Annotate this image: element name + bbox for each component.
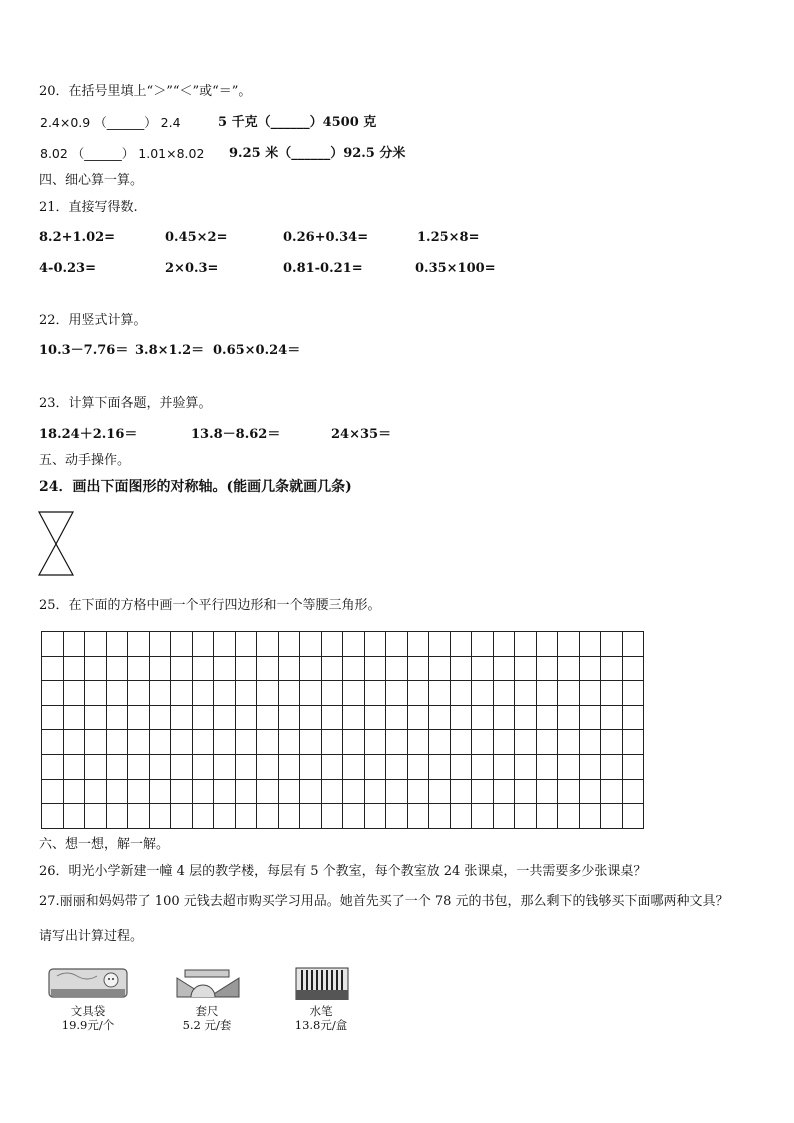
grid-cell[interactable] [386, 705, 408, 730]
grid-cell[interactable] [85, 705, 107, 730]
grid-cell[interactable] [214, 804, 236, 829]
grid-cell[interactable] [493, 632, 515, 657]
q25-title: 25．在下面的方格中画一个平行四边形和一个等腰三角形。 [39, 598, 381, 613]
grid-cell[interactable] [450, 632, 472, 657]
grid-cell[interactable] [106, 779, 128, 804]
grid-cell[interactable] [214, 681, 236, 706]
product-pencil-case [40, 966, 136, 1032]
grid-cell[interactable] [85, 730, 107, 755]
grid-cell[interactable] [515, 804, 537, 829]
grid-cell[interactable] [386, 730, 408, 755]
grid-cell[interactable] [493, 779, 515, 804]
grid-cell[interactable] [321, 754, 343, 779]
grid-cell[interactable] [364, 632, 386, 657]
grid-cell[interactable] [579, 705, 601, 730]
grid-cell[interactable] [257, 730, 279, 755]
grid-cell[interactable] [321, 705, 343, 730]
grid-cell[interactable] [343, 656, 365, 681]
grid-cell[interactable] [407, 779, 429, 804]
grid-cell[interactable] [515, 681, 537, 706]
grid-cell[interactable] [42, 754, 64, 779]
pens-icon [288, 966, 354, 1000]
grid-cell[interactable] [321, 804, 343, 829]
q24-title: 24．画出下面图形的对称轴。(能画几条就画几条) [39, 479, 352, 495]
grid-cell[interactable] [42, 705, 64, 730]
grid-cell[interactable] [300, 656, 322, 681]
grid-cell[interactable] [149, 730, 171, 755]
grid-cell[interactable] [128, 804, 150, 829]
q23-item: 13.8－8.62＝ [191, 427, 281, 442]
grid-cell[interactable] [536, 779, 558, 804]
grid-cell[interactable] [235, 681, 257, 706]
grid-cell[interactable] [515, 656, 537, 681]
grid-cell[interactable] [278, 656, 300, 681]
grid-cell[interactable] [85, 632, 107, 657]
grid-cell[interactable] [106, 754, 128, 779]
grid-cell[interactable] [343, 705, 365, 730]
grid-cell[interactable] [235, 632, 257, 657]
grid-cell[interactable] [235, 754, 257, 779]
grid-cell[interactable] [300, 681, 322, 706]
q20-row1-left: 2.4×0.9 （______） 2.4 [40, 115, 181, 130]
grid-cell[interactable] [343, 754, 365, 779]
product-price: 13.8元/盒 [294, 1018, 348, 1032]
grid-cell[interactable] [536, 804, 558, 829]
grid-cell[interactable] [257, 632, 279, 657]
grid-cell[interactable] [63, 804, 85, 829]
grid-cell[interactable] [192, 730, 214, 755]
grid-cell[interactable] [42, 730, 64, 755]
grid-cell[interactable] [128, 730, 150, 755]
grid-cell[interactable] [622, 779, 644, 804]
grid-cell[interactable] [558, 804, 580, 829]
grid-cell[interactable] [429, 804, 451, 829]
grid-cell[interactable] [235, 730, 257, 755]
grid-cell[interactable] [558, 754, 580, 779]
grid-cell[interactable] [472, 779, 494, 804]
q21-item: 0.35×100= [415, 261, 496, 276]
grid-cell[interactable] [257, 681, 279, 706]
grid-cell[interactable] [450, 779, 472, 804]
grid-cell[interactable] [472, 656, 494, 681]
grid-cell[interactable] [343, 632, 365, 657]
product-price: 19.9元/个 [61, 1018, 115, 1032]
grid-cell[interactable] [106, 705, 128, 730]
grid-cell[interactable] [579, 779, 601, 804]
grid-cell[interactable] [192, 705, 214, 730]
grid-cell[interactable] [364, 804, 386, 829]
grid-cell[interactable] [343, 681, 365, 706]
grid-cell[interactable] [536, 754, 558, 779]
grid-cell[interactable] [278, 705, 300, 730]
grid-cell[interactable] [386, 656, 408, 681]
q27-subtitle: 请写出计算过程。 [39, 929, 144, 944]
grid-cell[interactable] [364, 656, 386, 681]
grid-cell[interactable] [171, 705, 193, 730]
grid-cell[interactable] [601, 754, 623, 779]
grid-cell[interactable] [300, 779, 322, 804]
product-pens [278, 966, 364, 1032]
grid-cell[interactable] [278, 779, 300, 804]
grid-cell[interactable] [171, 779, 193, 804]
grid-cell[interactable] [364, 779, 386, 804]
grid-cell[interactable] [493, 754, 515, 779]
grid-cell[interactable] [235, 804, 257, 829]
grid-cell[interactable] [450, 730, 472, 755]
grid-cell[interactable] [85, 804, 107, 829]
grid-cell[interactable] [63, 656, 85, 681]
grid-cell[interactable] [63, 681, 85, 706]
grid-cell[interactable] [149, 804, 171, 829]
grid-cell[interactable] [472, 730, 494, 755]
product-name: 文具袋 [70, 1004, 106, 1018]
grid-cell[interactable] [601, 730, 623, 755]
grid-cell[interactable] [235, 705, 257, 730]
q21-item: 0.45×2= [165, 230, 228, 245]
q21-item: 4-0.23= [39, 261, 96, 276]
product-ruler-set [164, 966, 250, 1032]
grid-cell[interactable] [450, 656, 472, 681]
grid-cell[interactable] [300, 632, 322, 657]
grid-cell[interactable] [343, 779, 365, 804]
grid-cell[interactable] [257, 656, 279, 681]
grid-cell[interactable] [472, 754, 494, 779]
grid-cell[interactable] [558, 779, 580, 804]
grid-cell[interactable] [149, 632, 171, 657]
grid-cell[interactable] [515, 779, 537, 804]
grid-cell[interactable] [85, 656, 107, 681]
grid-cell[interactable] [171, 632, 193, 657]
grid-cell[interactable] [42, 681, 64, 706]
q23-title: 23．计算下面各题，并验算。 [39, 396, 212, 411]
grid-cell[interactable] [579, 656, 601, 681]
q21-item: 2×0.3= [165, 261, 219, 276]
grid-cell[interactable] [429, 754, 451, 779]
q20-row1-right: 5 千克（______）4500 克 [218, 115, 377, 130]
grid-cell[interactable] [214, 730, 236, 755]
grid-cell[interactable] [278, 681, 300, 706]
grid-cell[interactable] [407, 730, 429, 755]
q22-item: 0.65×0.24＝ [213, 343, 301, 358]
grid-cell[interactable] [214, 656, 236, 681]
grid-cell[interactable] [364, 730, 386, 755]
grid-cell[interactable] [579, 804, 601, 829]
q21-item: 0.26+0.34= [283, 230, 369, 245]
grid-cell[interactable] [558, 705, 580, 730]
grid-cell[interactable] [472, 632, 494, 657]
grid-cell[interactable] [515, 632, 537, 657]
grid-cell[interactable] [128, 779, 150, 804]
grid-cell[interactable] [278, 754, 300, 779]
pencil-case-icon [45, 966, 131, 1000]
grid-cell[interactable] [364, 754, 386, 779]
grid-cell[interactable] [386, 804, 408, 829]
grid-cell[interactable] [321, 656, 343, 681]
grid-cell[interactable] [149, 754, 171, 779]
grid-cell[interactable] [257, 779, 279, 804]
grid-cell[interactable] [106, 681, 128, 706]
grid-cell[interactable] [386, 779, 408, 804]
grid-cell[interactable] [493, 705, 515, 730]
grid-cell[interactable] [106, 632, 128, 657]
grid-cell[interactable] [579, 754, 601, 779]
grid-cell[interactable] [450, 705, 472, 730]
grid-cell[interactable] [171, 754, 193, 779]
grid-cell[interactable] [63, 779, 85, 804]
grid-cell[interactable] [63, 705, 85, 730]
grid-cell[interactable] [278, 804, 300, 829]
grid-cell[interactable] [321, 730, 343, 755]
grid-cell[interactable] [85, 681, 107, 706]
grid-cell[interactable] [407, 632, 429, 657]
grid-cell[interactable] [407, 681, 429, 706]
grid-cell[interactable] [321, 779, 343, 804]
grid-cell[interactable] [214, 779, 236, 804]
q20-title: 20．在括号里填上“＞”“＜”或“＝”。 [39, 84, 252, 99]
grid-cell[interactable] [386, 754, 408, 779]
hourglass-figure [37, 509, 77, 577]
q26-title: 26．明光小学新建一幢 4 层的教学楼，每层有 5 个教室，每个教室放 24 张课桌，一共需要多少张课桌？ [39, 864, 647, 879]
grid-cell[interactable] [515, 730, 537, 755]
grid-cell[interactable] [128, 656, 150, 681]
q20-row2-left: 8.02 （______） 1.01×8.02 [40, 146, 205, 161]
grid-cell[interactable] [192, 804, 214, 829]
grid-cell[interactable] [536, 730, 558, 755]
grid-cell[interactable] [364, 705, 386, 730]
grid-cell[interactable] [558, 681, 580, 706]
grid-cell[interactable] [536, 681, 558, 706]
grid-cell[interactable] [171, 730, 193, 755]
grid-cell[interactable] [278, 730, 300, 755]
grid-cell[interactable] [622, 754, 644, 779]
grid-cell[interactable] [149, 656, 171, 681]
grid-cell[interactable] [128, 705, 150, 730]
grid-cell[interactable] [321, 632, 343, 657]
grid-cell[interactable] [106, 804, 128, 829]
grid-cell[interactable] [493, 656, 515, 681]
grid-cell[interactable] [235, 779, 257, 804]
grid-cell[interactable] [321, 681, 343, 706]
q21-title: 21．直接写得数. [39, 200, 138, 215]
grid-cell[interactable] [192, 632, 214, 657]
grid-cell[interactable] [407, 705, 429, 730]
grid-cell[interactable] [622, 632, 644, 657]
grid-cell[interactable] [407, 754, 429, 779]
grid-cell[interactable] [472, 705, 494, 730]
grid-cell[interactable] [429, 656, 451, 681]
grid-cell[interactable] [106, 656, 128, 681]
grid-cell[interactable] [128, 754, 150, 779]
grid-cell[interactable] [63, 754, 85, 779]
grid-cell[interactable] [214, 705, 236, 730]
grid-cell[interactable] [300, 705, 322, 730]
section-6-heading: 六、想一想，解一解。 [39, 837, 170, 852]
section-5-heading: 五、动手操作。 [39, 453, 131, 468]
grid-cell[interactable] [106, 730, 128, 755]
grid-cell[interactable] [192, 681, 214, 706]
grid-cell[interactable] [300, 754, 322, 779]
grid-cell[interactable] [450, 681, 472, 706]
grid-cell[interactable] [450, 754, 472, 779]
grid-cell[interactable] [171, 656, 193, 681]
grid-cell[interactable] [85, 779, 107, 804]
grid-cell[interactable] [450, 804, 472, 829]
grid-cell[interactable] [63, 730, 85, 755]
grid-cell[interactable] [386, 632, 408, 657]
grid-cell[interactable] [407, 804, 429, 829]
grid-cell[interactable] [579, 632, 601, 657]
grid-cell[interactable] [601, 656, 623, 681]
grid-cell[interactable] [343, 804, 365, 829]
grid-cell[interactable] [536, 705, 558, 730]
grid-cell[interactable] [386, 681, 408, 706]
q21-item: 1.25×8= [417, 230, 480, 245]
grid-cell[interactable] [601, 804, 623, 829]
grid-cell[interactable] [429, 681, 451, 706]
q23-item: 24×35＝ [331, 427, 392, 442]
grid-cell[interactable] [493, 730, 515, 755]
grid-cell[interactable] [429, 632, 451, 657]
grid-cell[interactable] [85, 754, 107, 779]
grid-cell[interactable] [300, 730, 322, 755]
grid-cell[interactable] [235, 656, 257, 681]
grid-cell[interactable] [42, 656, 64, 681]
grid-cell[interactable] [601, 705, 623, 730]
grid-cell[interactable] [192, 656, 214, 681]
grid-cell[interactable] [364, 681, 386, 706]
grid-cell[interactable] [42, 804, 64, 829]
grid-cell[interactable] [429, 705, 451, 730]
grid-cell[interactable] [149, 681, 171, 706]
grid-cell[interactable] [493, 804, 515, 829]
q21-item: 0.81-0.21= [283, 261, 363, 276]
grid-cell[interactable] [622, 705, 644, 730]
grid-cell[interactable] [257, 804, 279, 829]
grid-cell[interactable] [472, 681, 494, 706]
grid-cell[interactable] [429, 730, 451, 755]
product-name: 套尺 [195, 1004, 219, 1018]
grid-cell[interactable] [558, 632, 580, 657]
grid-cell[interactable] [257, 754, 279, 779]
grid-cell[interactable] [579, 730, 601, 755]
grid-cell[interactable] [622, 656, 644, 681]
grid-cell[interactable] [192, 779, 214, 804]
grid-cell[interactable] [214, 754, 236, 779]
grid-cell[interactable] [42, 632, 64, 657]
q23-item: 18.24＋2.16＝ [39, 427, 138, 442]
grid-cell[interactable] [493, 681, 515, 706]
grid-cell[interactable] [601, 779, 623, 804]
product-price: 5.2 元/套 [182, 1018, 232, 1032]
q22-item: 3.8×1.2＝ [135, 343, 205, 358]
q27-title: 27.丽丽和妈妈带了 100 元钱去超市购买学习用品。她首先买了一个 78 元的书包，那么剩下的钱够买下面哪两种文具？ [39, 894, 729, 909]
ruler-set-icon [167, 966, 247, 1000]
grid-cell[interactable] [622, 681, 644, 706]
grid-cell[interactable] [214, 632, 236, 657]
section-4-heading: 四、细心算一算。 [39, 173, 144, 188]
drawing-grid[interactable] [41, 631, 644, 829]
grid-cell[interactable] [63, 632, 85, 657]
grid-cell[interactable] [42, 779, 64, 804]
grid-cell[interactable] [149, 705, 171, 730]
grid-cell[interactable] [192, 754, 214, 779]
q21-item: 8.2+1.02= [39, 230, 116, 245]
grid-cell[interactable] [472, 804, 494, 829]
grid-cell[interactable] [429, 779, 451, 804]
grid-cell[interactable] [343, 730, 365, 755]
q22-item: 10.3－7.76＝ [39, 343, 129, 358]
grid-cell[interactable] [601, 632, 623, 657]
grid-cell[interactable] [278, 632, 300, 657]
grid-cell[interactable] [558, 730, 580, 755]
grid-cell[interactable] [515, 754, 537, 779]
grid-cell[interactable] [149, 779, 171, 804]
grid-cell[interactable] [558, 656, 580, 681]
product-name: 水笔 [309, 1004, 333, 1018]
grid-cell[interactable] [601, 681, 623, 706]
grid-cell[interactable] [257, 705, 279, 730]
grid-cell[interactable] [300, 804, 322, 829]
grid-cell[interactable] [622, 730, 644, 755]
grid-cell[interactable] [536, 632, 558, 657]
grid-cell[interactable] [407, 656, 429, 681]
q22-title: 22．用竖式计算。 [39, 313, 147, 328]
grid-cell[interactable] [171, 681, 193, 706]
grid-cell[interactable] [171, 804, 193, 829]
grid-cell[interactable] [579, 681, 601, 706]
grid-cell[interactable] [128, 632, 150, 657]
grid-cell[interactable] [622, 804, 644, 829]
grid-cell[interactable] [128, 681, 150, 706]
grid-cell[interactable] [536, 656, 558, 681]
q20-row2-right: 9.25 米（______）92.5 分米 [229, 146, 406, 161]
grid-cell[interactable] [515, 705, 537, 730]
